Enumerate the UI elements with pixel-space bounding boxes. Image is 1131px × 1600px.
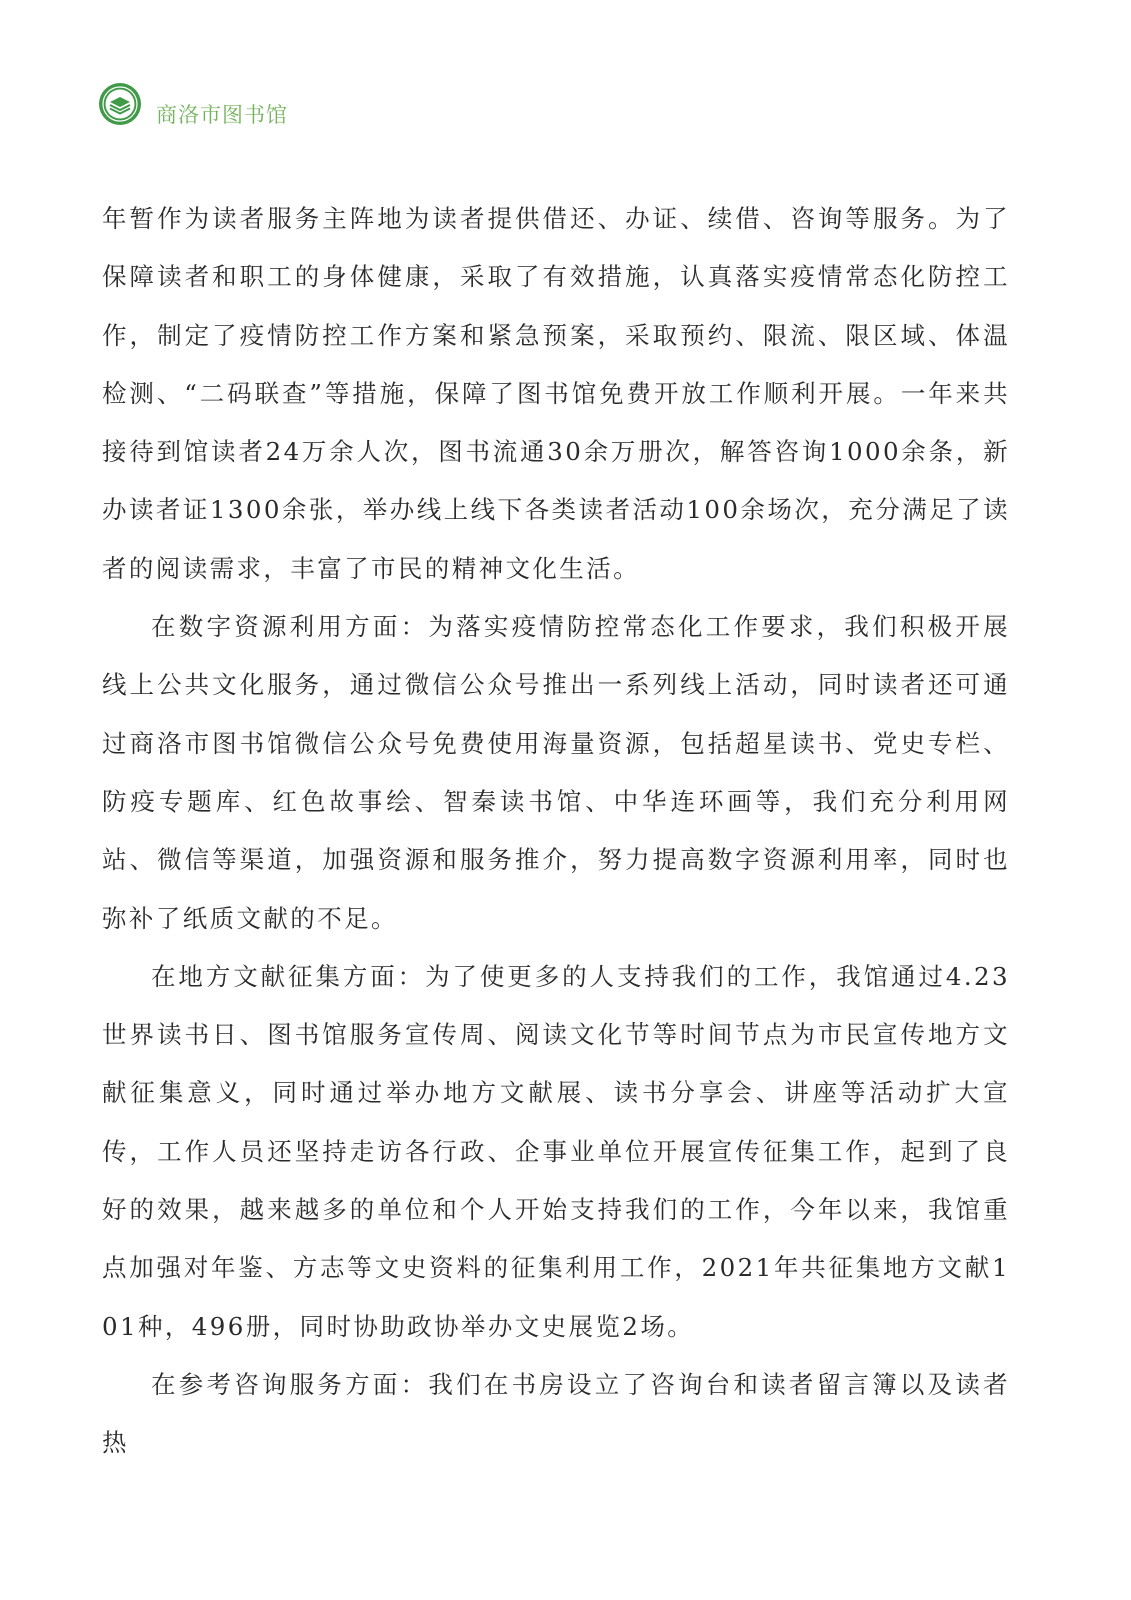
paragraph-reference-consulting: 在参考咨询服务方面：我们在书房设立了咨询台和读者留言簿以及读者热 — [102, 1369, 1010, 1458]
document-body — [102, 190, 1010, 1473]
paragraph-reader-services: 年暂作为读者服务主阵地为读者提供借还、办证、续借、咨询等服务。为了保障读者和职工的身体健康，采取了有效措施，认真落实疫情常态化防控工作，制定了疫情防控工作方案和紧急预案，采取预约、限流、限区域、体温检测、“二码联查”等措施，保障了图书馆免费开放工作顺利开展。一年来共接待到馆读者24万余人次，图书流通30余万册次，解答咨询1000余条，新办读者证1300余张，举办线上线下各类读者活动100余场次，充分满足了读者的阅读需求，丰富了市民的精神文化生活。 — [102, 204, 1010, 583]
library-name: 商洛市图书馆 — [156, 103, 288, 127]
paragraph-digital-resources: 在数字资源利用方面：为落实疫情防控常态化工作要求，我们积极开展线上公共文化服务，通过微信公众号推出一系列线上活动，同时读者还可通过商洛市图书馆微信公众号免费使用海量资源，包括超星读书、党史专栏、防疫专题库、红色故事绘、智秦读书馆、中华连环画等，我们充分利用网站、微信等渠道，加强资源和服务推介，努力提高数字资源利用率，同时也弥补了纸质文献的不足。 — [102, 612, 1010, 933]
library-logo-icon — [98, 82, 142, 126]
paragraph-local-documents: 在地方文献征集方面：为了使更多的人支持我们的工作，我馆通过4.23世界读书日、图书馆服务宣传周、阅读文化节等时间节点为市民宣传地方文献征集意义，同时通过举办地方文献展、读书分享会、讲座等活动扩大宣传，工作人员还坚持走访各行政、企事业单位开展宣传征集工作，起到了良好的效果，越来越多的单位和个人开始支持我们的工作，今年以来，我馆重点加强对年鉴、方志等文史资料的征集利用工作，2021年共征集地方文献101种，496册，同时协助政协举办文史展览2场。 — [102, 961, 1010, 1341]
page-header — [98, 82, 288, 126]
